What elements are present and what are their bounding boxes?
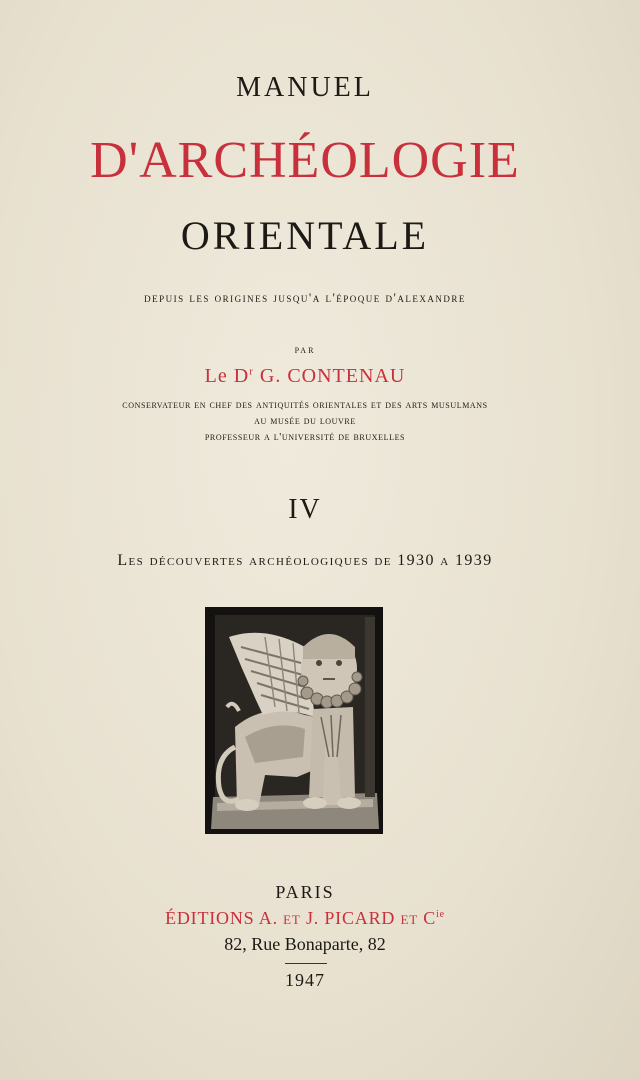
author-name (0, 365, 610, 388)
publisher-sup: ie (436, 909, 445, 920)
title-line-manuel: MANUEL (236, 72, 374, 103)
volume-title: Les découvertes archéologiques de 1930 a 1939 (117, 552, 493, 569)
author-prefix-sup: r (249, 365, 254, 378)
publisher-et-1: et (283, 908, 301, 928)
publisher-et-2: et (400, 908, 418, 928)
author-title-1: conservateur en chef des antiquités orientales et des arts musulmans (122, 399, 488, 411)
sphinx-illustration (205, 607, 383, 834)
publisher-part-b: J. PICARD (300, 908, 401, 928)
publisher-part-c: C (417, 908, 437, 928)
divider-rule (285, 963, 327, 964)
subtitle: depuis les origines jusqu'a l'époque d'alexandre (144, 290, 466, 305)
title-line-orientale: ORIENTALE (180, 213, 430, 258)
title-line-archeologie: D'ARCHÉOLOGIE (90, 132, 520, 189)
imprint-publisher (0, 908, 610, 929)
author-surname: G. CONTENAU (259, 365, 406, 387)
volume-number: IV (288, 494, 322, 525)
sphinx-relief-image (205, 607, 383, 834)
imprint-year: 1947 (285, 970, 325, 990)
by-label: par (294, 342, 316, 356)
author-title-3: professeur a l'université de bruxelles (204, 431, 406, 443)
imprint-address: 82, Rue Bonaparte, 82 (224, 934, 386, 954)
author-title-2: au musée du louvre (254, 415, 356, 427)
publisher-part-a: ÉDITIONS A. (165, 908, 284, 928)
author-prefix: Le D (204, 365, 250, 387)
imprint-city: PARIS (275, 882, 335, 902)
